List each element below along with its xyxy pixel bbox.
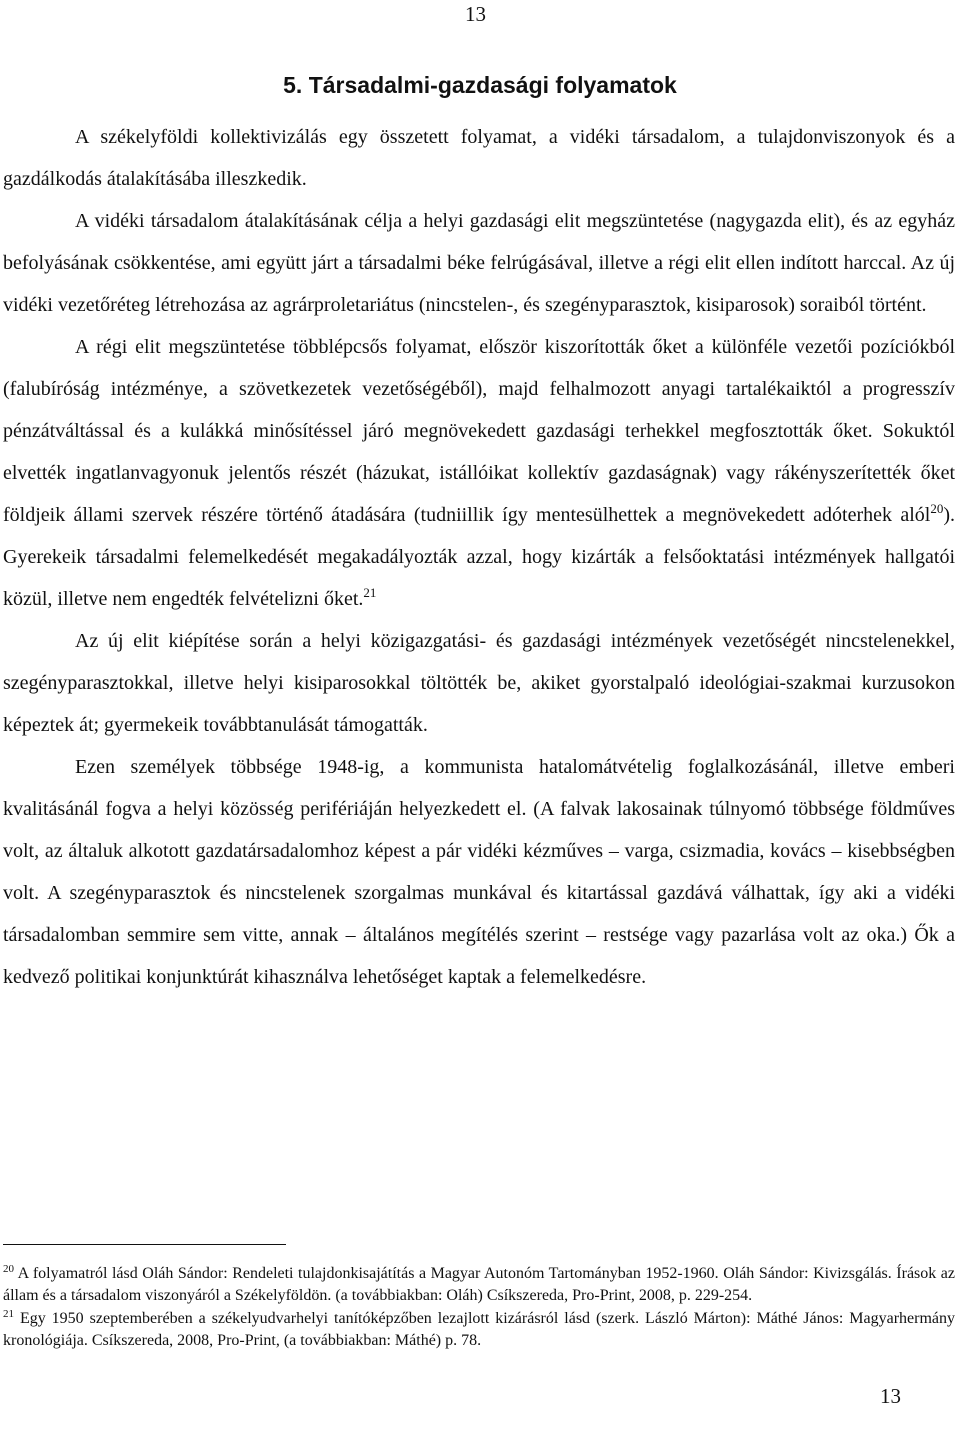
footnote-text: A folyamatról lásd Oláh Sándor: Rendeleti tulajdonkisajátítás a Magyar Autonóm Tartományban 1952-1960. Oláh Sándor: Kivizsgálás. Írások az állam és a társadalom viszonyáról a Székelyföldön. (a továbbiakban: Oláh) Csíkszereda, Pro-Print, 2008, p. 229-254.: [3, 1265, 955, 1304]
footnote: [3, 1308, 955, 1352]
footnote-ref[interactable]: 21: [363, 585, 377, 600]
footnote-text: Egy 1950 szeptemberében a székelyudvarhelyi tanítóképzőben lezajlott kizárásról lásd (szerk. László Márton): Máthé János: Magyarhermány kronológiája. Csíkszereda, 2008, Pro-Print, (a továbbiakban: Máthé) p. 78.: [3, 1310, 955, 1349]
paragraph: A vidéki társadalom átalakításának célja a helyi gazdasági elit megszüntetése (nagygazda elit), és az egyház befolyásának csökkentése, ami együtt járt a társadalmi béke felrúgásával, illetve a régi elit ellen indított harccal. Az új vidéki vezetőréteg létrehozása az agrárproletariátus (nincstelen-, és szegényparasztok, kisiparosok) soraiból történt.: [3, 210, 955, 316]
footnote-ref[interactable]: 20: [930, 501, 944, 516]
page-number-bottom: 13: [880, 1384, 901, 1408]
paragraph: Ezen személyek többsége 1948-ig, a kommunista hatalomátvételig foglalkozásánál, illetve emberi kvalitásánál fogva a helyi közösség perifériáján helyezkedett el. (A falvak lakosainak túlnyomó többsége földműves volt, az általuk alkotott gazdatársadalomhoz képest a pár vidéki kézműves – varga, csizmadia, kovács – kisebbségben volt. A szegényparasztok és nincstelenek szorgalmas munkával és kitartással gazdává válhattak, így aki a vidéki társadalomban semmire sem vitte, annak – általános megítélés szerint – restsége vagy pazarlása volt az oka.) Ők a kedvező politikai konjunktúrát kihasználva lehetőséget kaptak a felemelkedésre.: [3, 756, 955, 988]
paragraph: A székelyföldi kollektivizálás egy összetett folyamat, a vidéki társadalom, a tulajdonviszonyok és a gazdálkodás átalakításába illeszkedik.: [3, 126, 955, 190]
footnote-number: 20: [3, 1263, 14, 1275]
paragraph-text: A régi elit megszüntetése többlépcsős folyamat, először kiszorították őket a különféle vezetői pozíciókból (falubíróság intézménye, a szövetkezetek vezetőségéből), majd felhalmozott anyagi tartalékaiktól a progresszív pénzátváltással és a kulákká minősítéssel járó megnövekedett gazdasági terhekkel megfosztották őket. Sokuktól elvették ingatlanvagyonuk jelentős részét (házukat, istállóikat kollektív gazdaságnak) vagy rákényszerítették őket földjeik állami szervek részére történő átadására (tudniillik így mentesülhettek a megnövekedett adóterhek alól: [3, 336, 955, 526]
footnote: [3, 1263, 955, 1307]
paragraph-text-cont: ). Gyerekeik társadalmi felemelkedését megakadályozták azzal, hogy kizárták a felsőoktatási intézmények hallgatói közül, illetve nem engedték felvételizni őket.: [3, 504, 955, 610]
footnote-divider: [3, 1244, 286, 1245]
footnotes: [3, 1263, 955, 1353]
section-heading: 5. Társadalmi-gazdasági folyamatok: [283, 72, 677, 98]
body-text: [3, 116, 955, 998]
paragraph: [3, 326, 955, 620]
page-number-top: 13: [465, 2, 486, 26]
paragraph: Az új elit kiépítése során a helyi közigazgatási- és gazdasági intézmények vezetőségét nincstelenekkel, szegényparasztokkal, illetve helyi kisiparosokkal töltötték be, akiket gyorstalpaló ideológiai-szakmai kurzusokon képeztek át; gyermekeik továbbtanulását támogatták.: [3, 630, 955, 736]
footnote-number: 21: [3, 1308, 14, 1320]
